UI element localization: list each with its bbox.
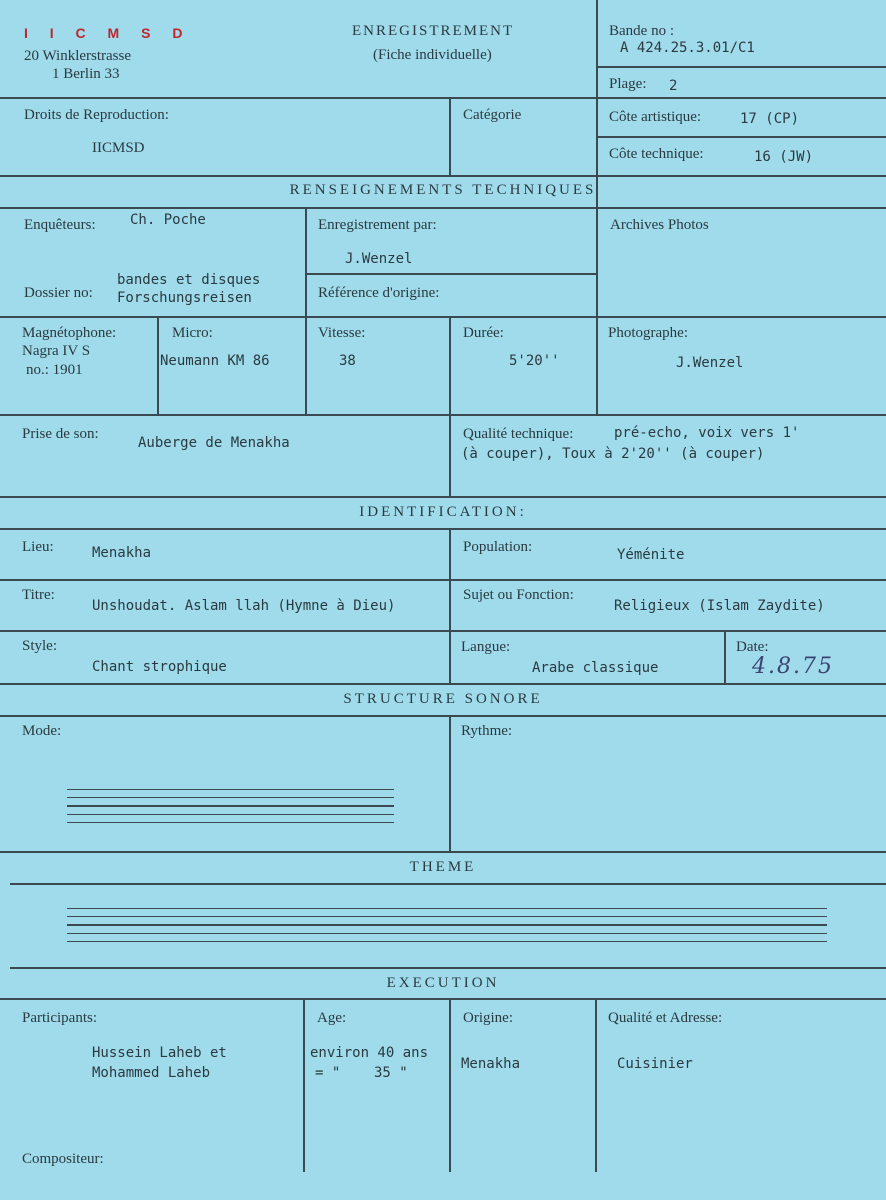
vitesse-label: Vitesse: (318, 325, 366, 341)
langue-label: Langue: (461, 639, 511, 655)
section-title-identification: IDENTIFICATION: (359, 504, 527, 520)
mode-staff-lines (67, 789, 394, 830)
enregistrement-label: Enregistrement par: (318, 217, 437, 233)
droits-value: IICMSD (92, 140, 145, 156)
rule (305, 207, 307, 414)
age-label: Age: (317, 1010, 347, 1026)
rule (0, 998, 886, 1000)
langue-value: Arabe classique (532, 660, 659, 676)
address-line2: 1 Berlin 33 (52, 66, 120, 82)
rule (0, 175, 886, 177)
titre-label: Titre: (22, 587, 55, 603)
qualite-adresse-value: Cuisinier (617, 1056, 693, 1072)
population-value: Yéménite (617, 547, 685, 563)
section-title-structure: STRUCTURE SONORE (343, 691, 543, 707)
reference-label: Référence d'origine: (318, 285, 440, 301)
rule (0, 579, 886, 581)
rule (0, 528, 886, 530)
lieu-label: Lieu: (22, 539, 54, 555)
categorie-label: Catégorie (463, 107, 522, 123)
rule (0, 414, 886, 416)
participant-2: Mohammed Laheb (92, 1065, 211, 1081)
origine-value: Menakha (461, 1056, 521, 1072)
enqueteurs-label: Enquêteurs: (24, 217, 96, 233)
qualite-technique-value2: (à couper), Toux à 2'20'' (à couper) (461, 446, 765, 462)
duree-value: 5'20'' (509, 353, 560, 369)
rule (0, 683, 886, 685)
compositeur-label: Compositeur: (22, 1151, 104, 1167)
mode-label: Mode: (22, 723, 62, 739)
bande-value: A 424.25.3.01/C1 (620, 40, 755, 56)
section-title-technical: RENSEIGNEMENTS TECHNIQUES (289, 182, 597, 198)
rule (305, 273, 596, 275)
prise-label: Prise de son: (22, 426, 99, 442)
duree-label: Durée: (463, 325, 504, 341)
rule (0, 97, 886, 99)
droits-label: Droits de Reproduction: (24, 107, 169, 123)
rule (0, 207, 886, 209)
section-title-execution: EXECUTION (386, 975, 500, 991)
magnetophone-value2: no.: 1901 (26, 362, 83, 378)
cote-artistique-value: 17 (CP) (740, 111, 800, 127)
age-value2: = " 35 " (315, 1065, 408, 1081)
rule (303, 998, 305, 1172)
rule (596, 136, 886, 138)
form-subtitle: (Fiche individuelle) (373, 47, 492, 63)
style-label: Style: (22, 638, 58, 654)
dossier-value2: Forschungsreisen (117, 290, 252, 306)
date-label: Date: (736, 639, 769, 655)
rule (596, 66, 886, 68)
participant-1: Hussein Laheb et (92, 1045, 227, 1061)
rule (0, 715, 886, 717)
qualite-adresse-label: Qualité et Adresse: (608, 1010, 723, 1026)
rule (449, 528, 451, 683)
enregistrement-value: J.Wenzel (345, 251, 413, 267)
form-title: ENREGISTREMENT (352, 23, 515, 39)
bande-label: Bande no : (609, 23, 674, 39)
micro-value: Neumann KM 86 (160, 353, 270, 369)
enqueteurs-value: Ch. Poche (130, 212, 206, 228)
participants-label: Participants: (22, 1010, 97, 1026)
rule (449, 316, 451, 496)
rythme-label: Rythme: (461, 723, 513, 739)
rule (10, 883, 886, 885)
rule (449, 998, 451, 1172)
magnetophone-value1: Nagra IV S (22, 343, 91, 359)
archives-label: Archives Photos (610, 217, 709, 233)
rule (0, 496, 886, 498)
rule (724, 630, 726, 683)
rule (596, 0, 598, 207)
style-value: Chant strophique (92, 659, 227, 675)
micro-label: Micro: (172, 325, 213, 341)
photographe-label: Photographe: (608, 325, 688, 341)
prise-value: Auberge de Menakha (138, 435, 290, 451)
institute-logo: I I C M S D (24, 25, 192, 41)
rule (0, 630, 886, 632)
origine-label: Origine: (463, 1010, 513, 1026)
dossier-value1: bandes et disques (117, 272, 261, 288)
qualite-technique-label: Qualité technique: (463, 426, 574, 442)
population-label: Population: (463, 539, 533, 555)
lieu-value: Menakha (92, 545, 152, 561)
age-value1: environ 40 ans (310, 1045, 429, 1061)
photographe-value: J.Wenzel (676, 355, 744, 371)
rule (157, 316, 159, 414)
magnetophone-label: Magnétophone: (22, 325, 117, 341)
cote-artistique-label: Côte artistique: (609, 109, 702, 125)
plage-label: Plage: (609, 76, 647, 92)
cote-technique-value: 16 (JW) (754, 149, 814, 165)
cote-technique-label: Côte technique: (609, 146, 704, 162)
plage-value: 2 (669, 78, 678, 94)
rule (595, 998, 597, 1172)
date-value-handwritten: 4.8.75 (752, 654, 834, 679)
rule (449, 715, 451, 851)
rule (0, 316, 886, 318)
sujet-label: Sujet ou Fonction: (463, 587, 574, 603)
rule (449, 97, 451, 175)
qualite-technique-value1: pré-echo, voix vers 1' (614, 425, 800, 441)
rule (596, 207, 598, 414)
address-line1: 20 Winklerstrasse (24, 48, 132, 64)
vitesse-value: 38 (339, 353, 356, 369)
rule (10, 967, 886, 969)
dossier-label: Dossier no: (24, 285, 93, 301)
theme-staff-lines (67, 908, 827, 949)
sujet-value: Religieux (Islam Zaydite) (614, 598, 825, 614)
titre-value: Unshoudat. Aslam llah (Hymne à Dieu) (92, 598, 396, 614)
section-title-theme: THEME (409, 859, 477, 875)
rule (0, 851, 886, 853)
